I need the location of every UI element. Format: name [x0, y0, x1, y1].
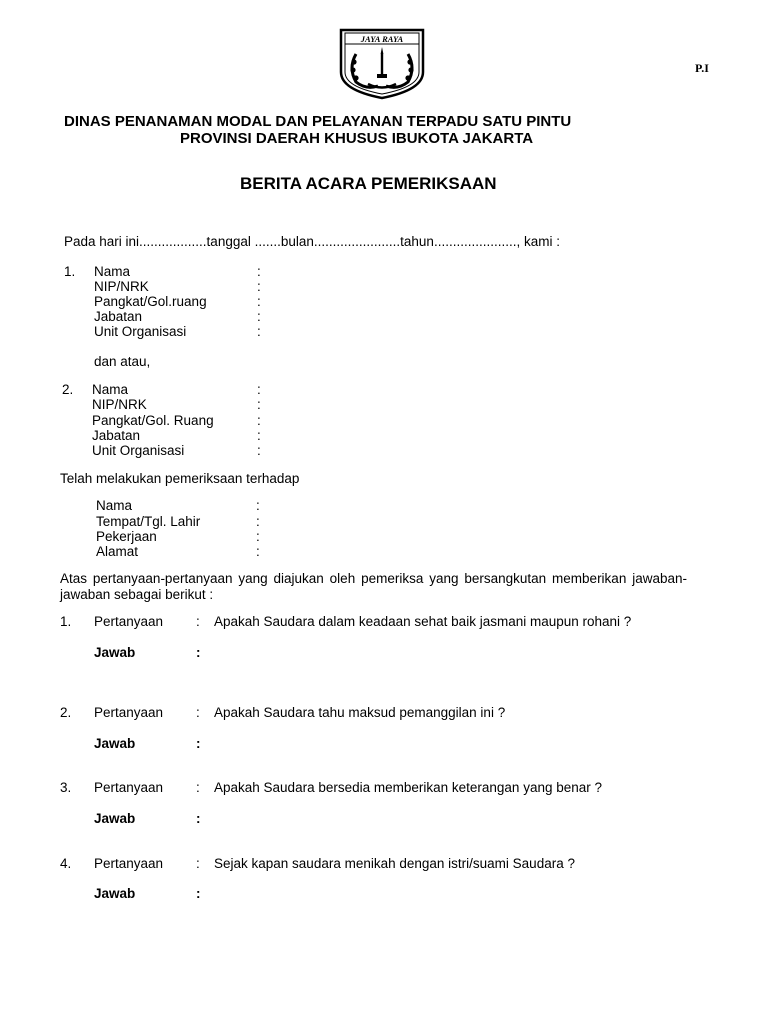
field-label: NIP/NRK [94, 279, 149, 294]
page-code: P.I [695, 61, 709, 75]
field-label: Jabatan [94, 309, 143, 324]
opening-statement: Pada hari ini..................tanggal .......bulan.......................tahun......................, kami : [64, 234, 560, 249]
question-label: Pertanyaan [94, 856, 164, 871]
document-title: BERITA ACARA PEMERIKSAAN [240, 174, 497, 193]
field-label: Nama [92, 382, 129, 397]
field-colon: : [256, 498, 260, 513]
field-label: Jabatan [92, 428, 141, 443]
question-number: 1. [60, 614, 72, 629]
examiner-2-number: 2. [62, 382, 74, 397]
field-label: Pangkat/Gol. Ruang [92, 413, 214, 428]
svg-text:JAYA RAYA: JAYA RAYA [360, 34, 404, 44]
field-colon: : [256, 544, 260, 559]
question-colon: : [196, 614, 200, 629]
answer-colon: : [196, 811, 201, 826]
institution-name-line2: PROVINSI DAERAH KHUSUS IBUKOTA JAKARTA [180, 130, 534, 147]
question-text: Apakah Saudara dalam keadaan sehat baik jasmani maupun rohani ? [214, 614, 632, 629]
field-label: Pekerjaan [96, 529, 157, 544]
answer-label: Jawab [94, 736, 136, 751]
question-colon: : [196, 856, 200, 871]
field-label: NIP/NRK [92, 397, 147, 412]
question-text: Sejak kapan saudara menikah dengan istri/suami Saudara ? [214, 856, 575, 871]
question-colon: : [196, 705, 200, 720]
question-label: Pertanyaan [94, 614, 164, 629]
answer-label: Jawab [94, 811, 136, 826]
examiner-1-number: 1. [64, 264, 76, 279]
field-label: Unit Organisasi [92, 443, 185, 458]
question-number: 3. [60, 780, 72, 795]
field-colon: : [257, 382, 261, 397]
field-colon: : [257, 428, 261, 443]
question-number: 2. [60, 705, 72, 720]
field-label: Nama [94, 264, 131, 279]
field-colon: : [257, 294, 261, 309]
question-text: Apakah Saudara bersedia memberikan keterangan yang benar ? [214, 780, 603, 795]
field-colon: : [257, 397, 261, 412]
examined-intro: Telah melakukan pemeriksaan terhadap [60, 471, 300, 486]
answer-label: Jawab [94, 886, 136, 901]
answer-label: Jawab [94, 645, 136, 660]
field-colon: : [257, 443, 261, 458]
answer-colon: : [196, 645, 201, 660]
field-colon: : [257, 264, 261, 279]
field-colon: : [256, 529, 260, 544]
connector-text: dan atau, [94, 354, 151, 369]
field-label: Tempat/Tgl. Lahir [96, 514, 201, 529]
jakarta-emblem-logo [338, 28, 426, 100]
field-label: Unit Organisasi [94, 324, 187, 339]
question-text: Apakah Saudara tahu maksud pemanggilan ini ? [214, 705, 506, 720]
field-colon: : [257, 413, 261, 428]
field-label: Alamat [96, 544, 139, 559]
institution-name-line1: DINAS PENANAMAN MODAL DAN PELAYANAN TERPADU SATU PINTU [64, 113, 572, 130]
question-label: Pertanyaan [94, 780, 164, 795]
field-label: Pangkat/Gol.ruang [94, 294, 207, 309]
field-colon: : [257, 279, 261, 294]
question-colon: : [196, 780, 200, 795]
field-colon: : [257, 309, 261, 324]
field-colon: : [257, 324, 261, 339]
question-number: 4. [60, 856, 72, 871]
field-colon: : [256, 514, 260, 529]
answer-colon: : [196, 736, 201, 751]
question-label: Pertanyaan [94, 705, 164, 720]
answer-colon: : [196, 886, 201, 901]
qa-intro-paragraph: Atas pertanyaan-pertanyaan yang diajukan oleh pemeriksa yang bersangkutan memberikan jawaban-jawaban sebagai berikut : [60, 571, 687, 602]
field-label: Nama [96, 498, 133, 513]
